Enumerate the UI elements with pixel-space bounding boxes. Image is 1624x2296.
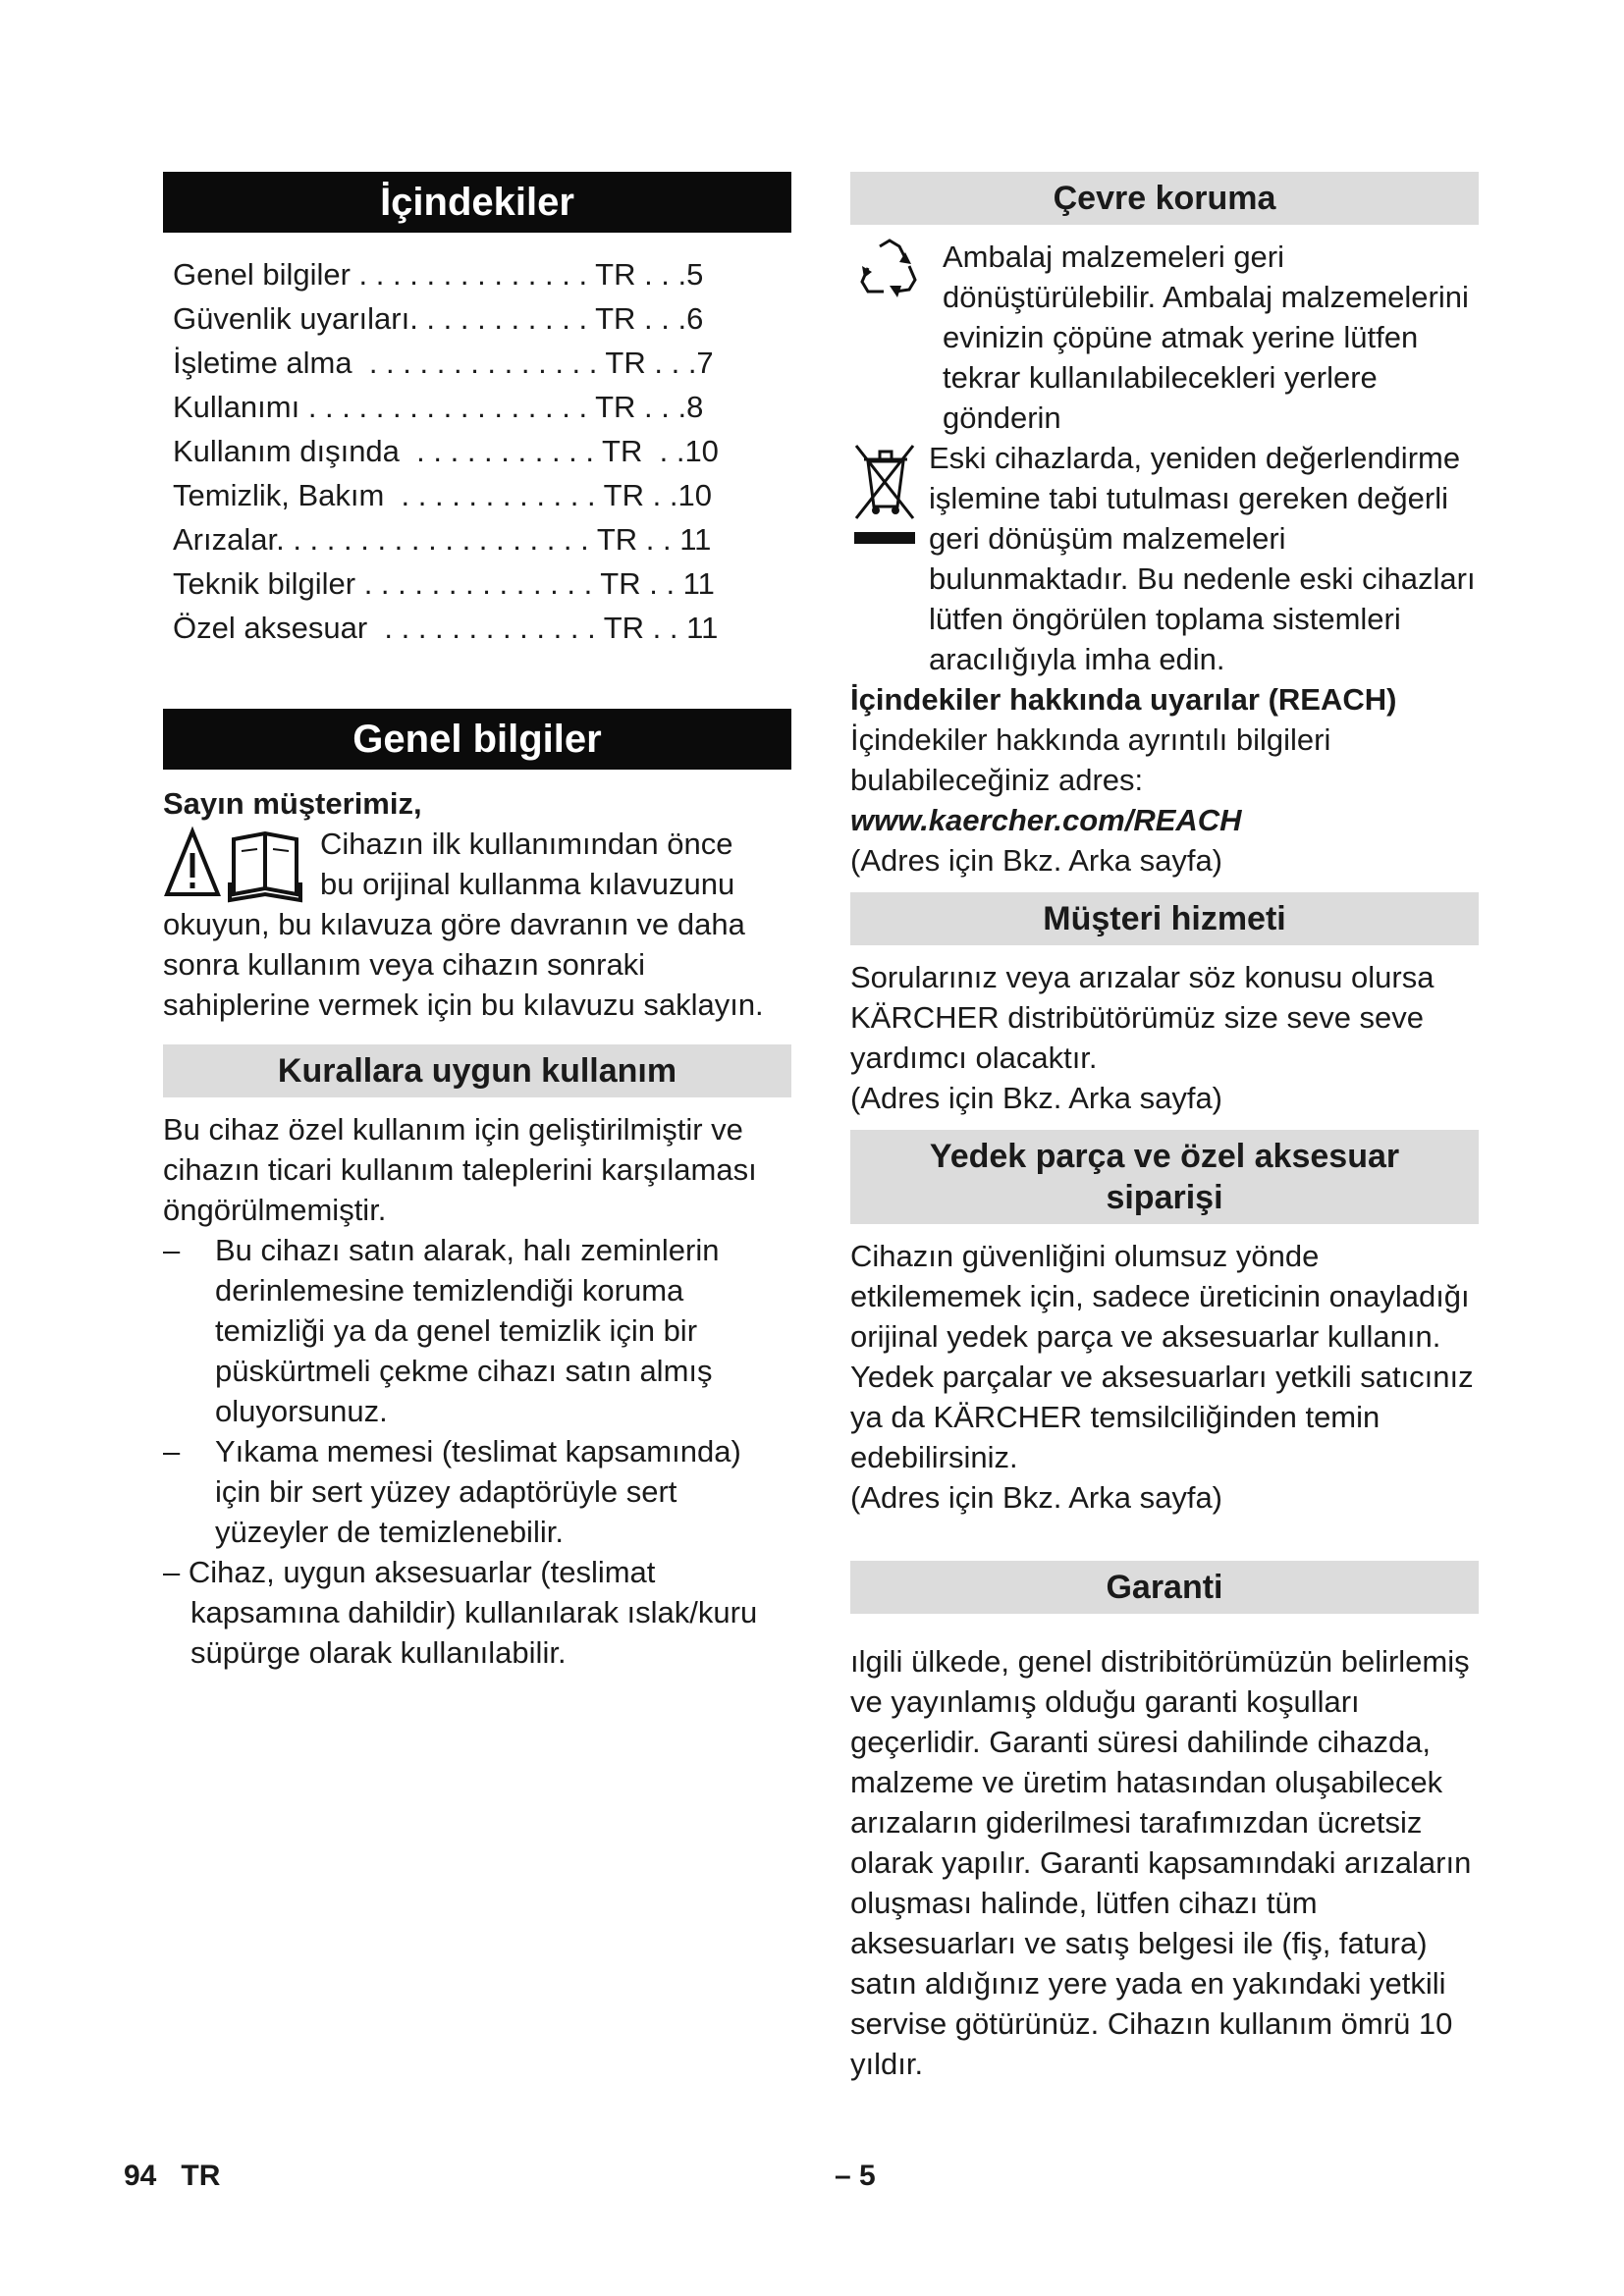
garanti-text: ılgili ülkede, genel distribitörümüzün belirlemiş ve yayınlamış olduğu garanti koşulları geçerlidir. Garanti süresi dahilinde cihazda, malzeme ve üretim hatasından oluşabilecek arızaların giderilmesi tarafımızdan ücretsiz olarak yapılır. Garanti kapsamındaki arızaların oluşması halinde, lütfen cihazı tüm aksesuarları ve satış belgesi ile (fiş, fatura) satın aldığınız yere yada en yakındaki yetkili servise götürünüz. Cihazın kullanım ömrü 10 yıldır.: [850, 1644, 1472, 2081]
toc-item[interactable]: Kullanımı . . . . . . . . . . . . . . . . . TR . . .8: [173, 390, 704, 424]
kurallar-bullet-2: [163, 1431, 791, 1552]
toc-list: [163, 252, 791, 650]
toc-item[interactable]: Kullanım dışında . . . . . . . . . . . TR . .10: [173, 434, 719, 468]
dash-marker: –: [163, 1233, 181, 1267]
bullet-text: Yıkama memesi (teslimat kapsamında) için bir sert yüzey adaptörüyle sert yüzeyler de temizlenebilir.: [215, 1434, 741, 1549]
language-code: TR: [181, 2160, 221, 2192]
yedek-title-line-2: siparişi: [1106, 1179, 1223, 1216]
weee-bin-icon: [850, 438, 929, 556]
weee-text: Eski cihazlarda, yeniden değerlendirme işlemine tabi tutulması gereken değerli geri dönüşüm malzemeleri bulunmaktadır. Bu nedenle eski cihazları lütfen öngörülen toplama sistemleri aracılığıyla imha edin.: [929, 441, 1476, 676]
left-column: [163, 172, 791, 1673]
warning-line-1: Cihazın ilk kullanımından önce: [320, 827, 733, 861]
warning-text: [320, 824, 791, 904]
section-page-number: – 5: [835, 2160, 876, 2192]
toc-item[interactable]: İşletime alma . . . . . . . . . . . . . . TR . . .7: [173, 346, 714, 380]
toc-item[interactable]: Özel aksesuar . . . . . . . . . . . . . TR . . 11: [173, 611, 719, 645]
reach-link[interactable]: www.kaercher.com/REACH: [850, 803, 1242, 837]
kurallar-bullet-3: – Cihaz, uygun aksesuarlar (teslimat kapsamına dahildir) kullanılarak ıslak/kuru süpürge olarak kullanılabilir.: [163, 1555, 758, 1670]
recycle-block: [850, 237, 1479, 438]
kurallar-title: Kurallara uygun kullanım: [163, 1044, 791, 1097]
salutation: Sayın müşterimiz,: [163, 786, 422, 821]
garanti-title: Garanti: [850, 1561, 1479, 1614]
cevre-title: Çevre koruma: [850, 172, 1479, 225]
reach-title: İçindekiler hakkında uyarılar (REACH): [850, 682, 1397, 717]
weee-block: [850, 438, 1479, 679]
toc-item[interactable]: Güvenlik uyarıları. . . . . . . . . . . TR . . .6: [173, 301, 704, 336]
recycle-icon: [850, 237, 943, 315]
toc-title: İçindekiler: [163, 172, 791, 233]
dash-marker: –: [163, 1434, 181, 1468]
reach-text: İçindekiler hakkında ayrıntılı bilgileri bulabileceğiniz adres:: [850, 722, 1331, 797]
yedek-title: [850, 1130, 1479, 1224]
musteri-text: Sorularınız veya arızalar söz konusu olursa KÄRCHER distribütörümüz size seve seve yardımcı olacaktır.: [850, 960, 1435, 1075]
musteri-title: Müşteri hizmeti: [850, 892, 1479, 945]
toc-item[interactable]: Genel bilgiler . . . . . . . . . . . . . . TR . . .5: [173, 257, 704, 292]
warning-icons: [163, 824, 320, 904]
manual-book-icon: [230, 833, 300, 900]
toc-item[interactable]: Arızalar. . . . . . . . . . . . . . . . . . . TR . . 11: [173, 522, 712, 557]
kurallar-bullet-1: [163, 1230, 791, 1431]
yedek-text-2: Yedek parçalar ve aksesuarları yetkili satıcınız ya da KÄRCHER temsilciliğinden temin edebilirsiniz.: [850, 1360, 1474, 1474]
musteri-address: (Adres için Bkz. Arka sayfa): [850, 1081, 1223, 1115]
warning-line-2: bu orijinal kullanma kılavuzunu: [320, 867, 735, 901]
recycle-text: Ambalaj malzemeleri geri dönüştürülebilir. Ambalaj malzemelerini evinizin çöpüne atmak yerine lütfen tekrar kullanılabilecekleri yerlere gönderin: [943, 240, 1469, 435]
right-column: [850, 172, 1479, 2084]
yedek-title-line-1: Yedek parça ve özel aksesuar: [929, 1138, 1400, 1175]
yedek-text-1: Cihazın güvenliğini olumsuz yönde etkilememek için, sadece üreticinin onayladığı orijinal yedek parça ve aksesuarlar kullanın.: [850, 1239, 1470, 1354]
bullet-text: Bu cihazı satın alarak, halı zeminlerin derinlemesine temizlendiği koruma temizliği ya da genel temizlik için bir püskürtmeli çekme cihazı satın almış oluyorsunuz.: [215, 1233, 720, 1428]
toc-item[interactable]: Teknik bilgiler . . . . . . . . . . . . . . TR . . 11: [173, 566, 715, 601]
footer-page-info: [124, 2160, 220, 2193]
genel-title: Genel bilgiler: [163, 709, 791, 770]
genel-body: okuyun, bu kılavuza göre davranın ve daha sonra kullanım veya cihazın sonraki sahiplerine vermek için bu kılavuzu saklayın.: [163, 907, 764, 1022]
warning-icon: [167, 831, 218, 894]
reach-address: (Adres için Bkz. Arka sayfa): [850, 843, 1223, 878]
toc-item[interactable]: Temizlik, Bakım . . . . . . . . . . . . TR . .10: [173, 478, 712, 512]
warning-block: [163, 824, 791, 904]
page-number: 94: [124, 2160, 157, 2192]
kurallar-intro: Bu cihaz özel kullanım için geliştirilmiştir ve cihazın ticari kullanım taleplerini karşılaması öngörülmemiştir.: [163, 1112, 757, 1227]
yedek-address: (Adres için Bkz. Arka sayfa): [850, 1480, 1223, 1515]
